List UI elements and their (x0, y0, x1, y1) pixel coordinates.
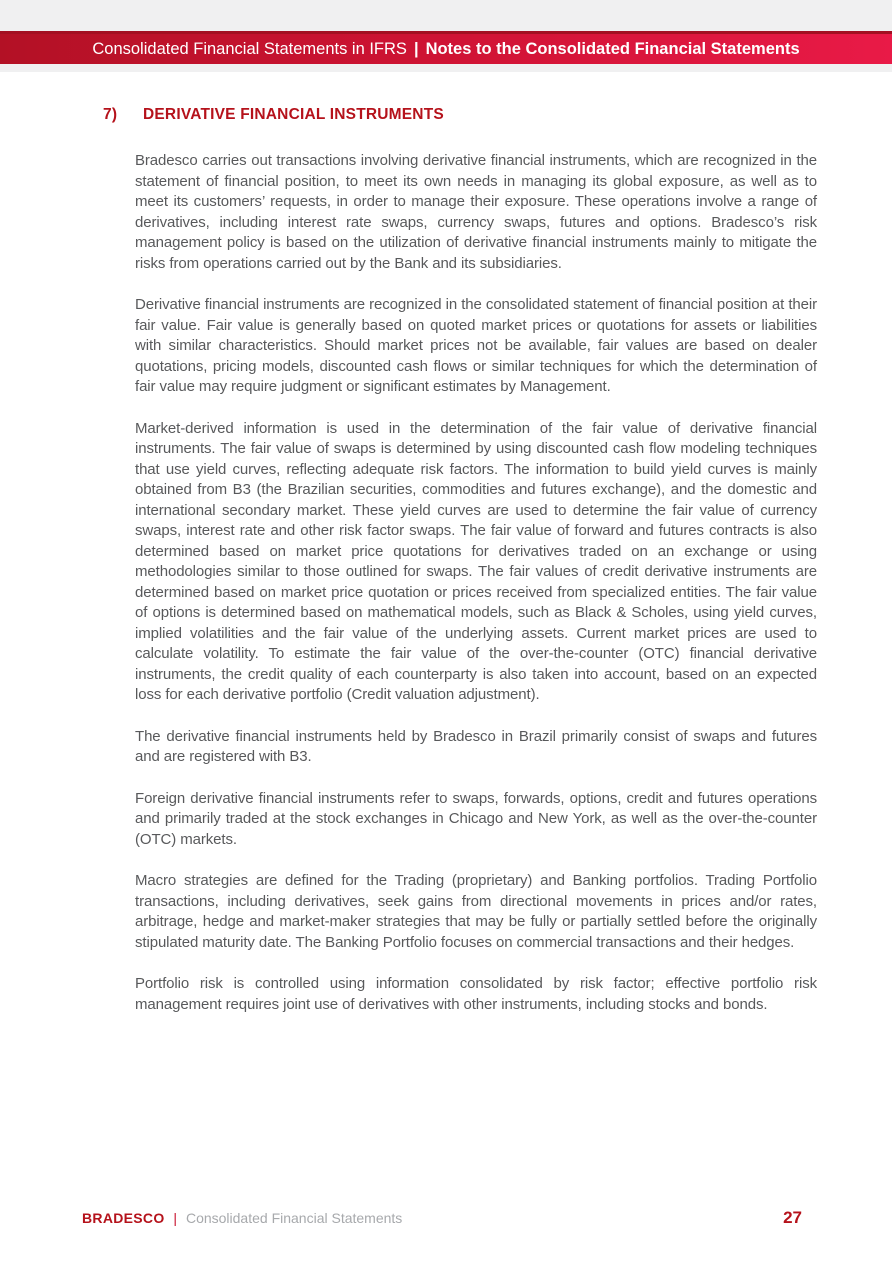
header-breadcrumb-right: Notes to the Consolidated Financial Statements (425, 39, 800, 58)
footer-brand: BRADESCO (82, 1210, 165, 1226)
page-number: 27 (783, 1208, 802, 1227)
page-footer (82, 1208, 802, 1228)
top-gray-band (0, 0, 892, 31)
header-breadcrumb-left: Consolidated Financial Statements in IFRS (92, 39, 407, 58)
section-number: 7) (103, 106, 118, 123)
section-heading (103, 106, 817, 124)
paragraph-portfolio-risk: Portfolio risk is controlled using information consolidated by risk factor; effective portfolio risk management requires joint use of derivatives with other instruments, including stocks and bonds. (135, 975, 817, 1013)
footer-separator: | (173, 1210, 178, 1226)
paragraph-foreign-instruments: Foreign derivative financial instruments refer to swaps, forwards, options, credit and futures operations and primarily traded at the stock exchanges in Chicago and New York, as well as the over-the-counter (OTC) markets. (135, 789, 817, 848)
section-title: DERIVATIVE FINANCIAL INSTRUMENTS (143, 106, 444, 123)
paragraph-overview: Bradesco carries out transactions involving derivative financial instruments, which are recognized in the statement of financial position, to meet its own needs in managing its global exposure, as well as to meet its customers’ requests, in order to manage their exposure. These operations involve a range of derivatives, including interest rate swaps, currency swaps, futures and options. Bradesco’s risk management policy is based on the utilization of derivative financial instruments mainly to mitigate the risks from operations carried out by the Bank and its subsidiaries. (135, 152, 817, 272)
footer-left (82, 1210, 402, 1226)
document-body (0, 106, 892, 1015)
page-header-banner (0, 31, 892, 64)
sub-gray-band (0, 64, 892, 72)
header-separator: | (413, 39, 419, 58)
paragraph-macro-strategies: Macro strategies are defined for the Trading (proprietary) and Banking portfolios. Trading Portfolio transactions, including derivatives, seek gains from directional movements in prices and/or rates, arbitrage, hedge and market-maker strategies that may be fully or partially settled before the originally stipulated maturity date. The Banking Portfolio focuses on commercial transactions and their hedges. (135, 872, 817, 951)
paragraph-market-derived-information: Market-derived information is used in the determination of the fair value of derivative financial instruments. The fair value of swaps is determined by using discounted cash flow modeling techniques that use yield curves, reflecting adequate risk factors. The information to build yield curves is mainly obtained from B3 (the Brazilian securities, commodities and futures exchange), and the domestic and international secondary market. These yield curves are used to determine the fair value of currency swaps, interest rate and other risk factor swaps. The fair value of forward and futures contracts is also determined based on market price quotations for derivatives traded on an exchange or using methodologies similar to those outlined for swaps. The fair values of credit derivative instruments are determined based on market price quotation or prices received from specialized entities. The fair value of options is determined based on mathematical models, such as Black & Scholes, using yield curves, implied volatilities and the fair value of the underlying assets. Current market prices are used to calculate volatility. To estimate the fair value of the over-the-counter (OTC) financial derivative instruments, the credit quality of each counterparty is also taken into account, based on an expected loss for each derivative portfolio (Credit valuation adjustment). (135, 419, 817, 703)
footer-label: Consolidated Financial Statements (185, 1210, 403, 1226)
paragraph-fair-value-recognition: Derivative financial instruments are recognized in the consolidated statement of financial position at their fair value. Fair value is generally based on quoted market prices or quotations for assets or liabilities with similar characteristics. Should market prices not be available, fair values are based on dealer quotations, pricing models, discounted cash flows or similar techniques for which the determination of fair value may require judgment or significant estimates by Management. (135, 296, 817, 395)
paragraph-brazil-instruments: The derivative financial instruments held by Bradesco in Brazil primarily consist of swaps and futures and are registered with B3. (135, 727, 817, 765)
